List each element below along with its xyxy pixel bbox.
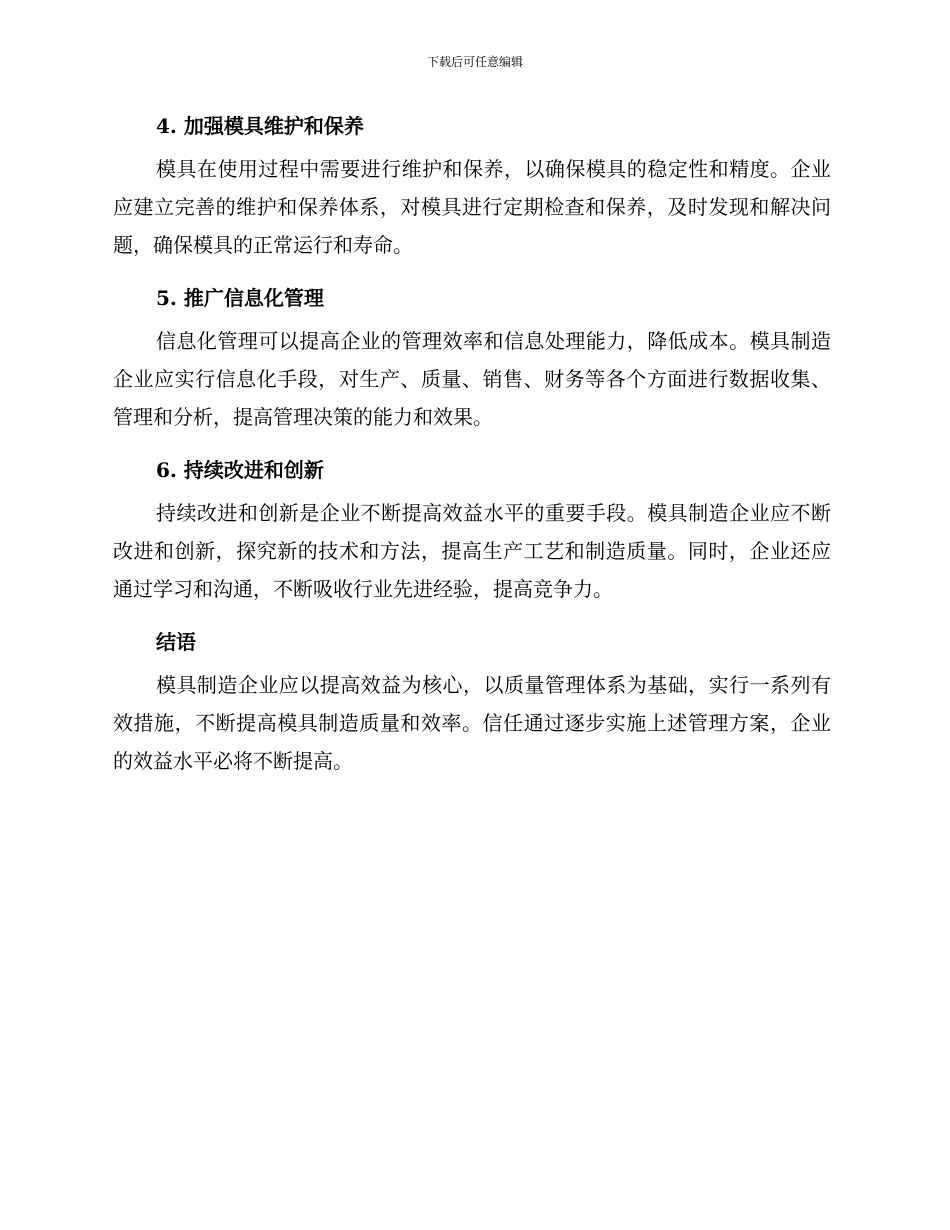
section-conclusion — [113, 626, 831, 780]
section-paragraph: 信息化管理可以提高企业的管理效率和信息处理能力，降低成本。模具制造企业应实行信息化手段，对生产、质量、销售、财务等各个方面进行数据收集、管理和分析，提高管理决策的能力和效果。 — [113, 329, 831, 429]
section-paragraph: 模具制造企业应以提高效益为核心，以质量管理体系为基础，实行一系列有效措施，不断提高模具制造质量和效率。信任通过逐步实施上述管理方案，企业的效益水平必将不断提高。 — [113, 673, 831, 773]
section-title: 4. 加强模具维护和保养 — [156, 114, 364, 138]
section-title: 结语 — [156, 630, 196, 654]
section-maintenance — [113, 110, 831, 264]
document-body — [113, 110, 831, 798]
section-improvement — [113, 454, 831, 608]
section-informatization — [113, 282, 831, 436]
section-paragraph: 持续改进和创新是企业不断提高效益水平的重要手段。模具制造企业应不断改进和创新，探究新的技术和方法，提高生产工艺和制造质量。同时，企业还应通过学习和沟通，不断吸收行业先进经验，提高竞争力。 — [113, 501, 831, 601]
section-paragraph: 模具在使用过程中需要进行维护和保养，以确保模具的稳定性和精度。企业应建立完善的维护和保养体系，对模具进行定期检查和保养，及时发现和解决问题，确保模具的正常运行和寿命。 — [113, 157, 831, 257]
page-header: 下载后可任意编辑 — [426, 55, 523, 69]
section-title: 6. 持续改进和创新 — [156, 458, 324, 482]
section-title: 5. 推广信息化管理 — [156, 286, 324, 310]
